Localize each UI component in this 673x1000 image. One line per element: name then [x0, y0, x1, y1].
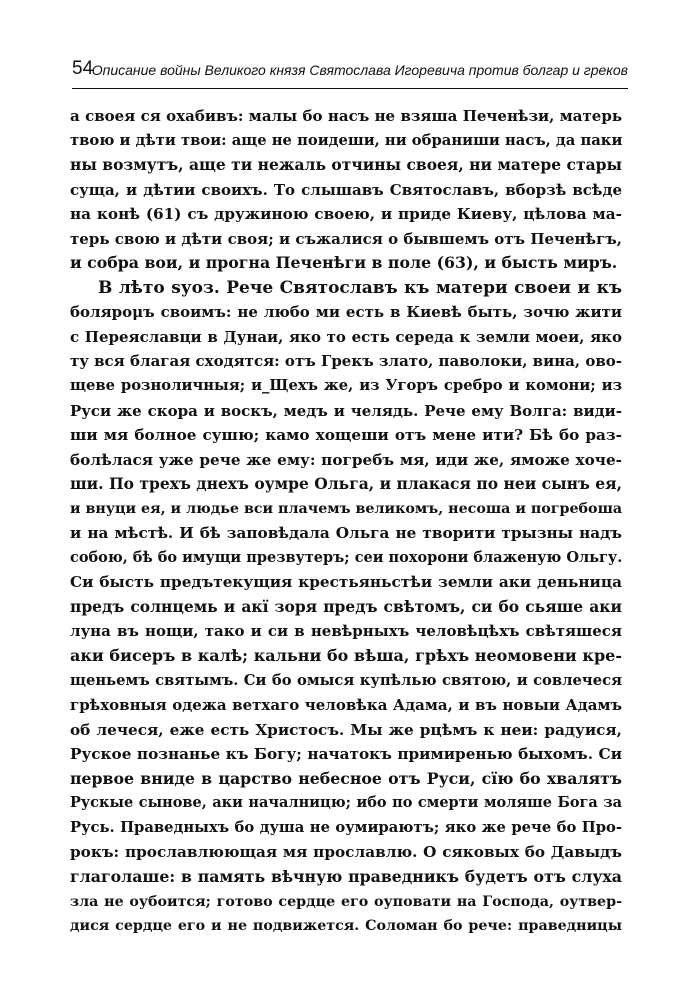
page-header	[72, 56, 628, 89]
text-line: щеньемъ святымъ. Си бо омыся купѣлью святою, и совлечеся	[70, 671, 622, 689]
text-line: Руское познанье къ Богу; начатокъ примиренью быхомъ. Си	[70, 745, 622, 764]
text-line: ту вся благая сходятся: отъ Грекъ злато, паволоки, вина, овo-	[70, 352, 622, 371]
text-line: на конѣ (61) съ дружиною своею, и приде Киеву, цѣлова ма-	[70, 205, 622, 224]
text-line: и собра вои, и прогна Печенѣги в поле (63), и бысть миръ.	[70, 253, 618, 273]
text-line: болярομъ своимъ: не любо ми есть в Киевѣ быть, зочю жити	[70, 303, 622, 322]
text-line: первое вниде в царство небесное отъ Руси, сїю бо хвалятъ	[70, 768, 622, 788]
text-line: грѣховныя одежа ветхаго человѣка Адама, и въ новыи Адамъ	[70, 696, 622, 715]
text-line: аки бисеръ в калѣ; кальни бо вѣша, грѣхъ неомовени кре-	[70, 646, 622, 666]
text-line: а своея ся охабивъ: малы бо насъ не взяша Печенѣзи, матерь	[70, 107, 622, 125]
text-line: ши. По трехъ днехъ оумре Ольга, и плакася по неи сынъ ея,	[70, 474, 622, 494]
text-line: ны возмутъ, аще ти нежаль отчины своея, ни матере стары	[70, 155, 622, 175]
body-text	[70, 104, 622, 939]
text-line: с Переяславци в Дунаи, яко то есть середа к земли моеи, яко	[70, 327, 622, 346]
page-number: 54	[72, 58, 94, 79]
text-line: терь свою и дѣти своя; и съжалися о бывшемъ отъ Печенѣгъ,	[70, 229, 622, 248]
running-title: Описание войны Великого князя Святослава Игоревича против болгар и греков	[91, 62, 628, 78]
text-line: Рускые сынове, аки началницю; ибо по смерти моляше Бога за	[70, 794, 622, 812]
text-line: луна въ нощи, тако и си в невѣрныхъ человѣцѣхъ свѣтяшеся	[70, 622, 622, 641]
text-line: ши мя болное сушю; камо хощеши отъ мене ити? Бѣ бо раз-	[70, 426, 622, 445]
text-line: и внуци ея, и людье вси плачемъ великомъ, несоша и погребоша	[70, 500, 623, 517]
text-line: об лечеся, еже есть Христосъ. Мы же рцѣмъ к неи: радуися,	[70, 720, 622, 739]
text-line: собою, бѣ бо имущи презвутеръ; сеи похорони блаженую Ольгу.	[70, 548, 623, 566]
text-line: суща, и дѣтии своихъ. То слышавъ Святославъ, вборзѣ всѣде	[70, 180, 622, 199]
text-line: предъ солнцемь и акї зоря предъ свѣтомъ, си бо сьяше аки	[70, 596, 622, 616]
text-line: Руси же скора и воскъ, медъ и челядь. Рече ему Волга: види-	[70, 401, 622, 420]
text-line: и на мѣстѣ. И бѣ заповѣдала Ольга не творити трызны надъ	[70, 524, 622, 543]
text-line: В лѣто ѕуоз. Рече Святославъ къ матери своеи и къ	[98, 277, 622, 298]
text-line: щеве розноличныя; и_Щехъ же, из Угоръ сребро и комони; из	[70, 377, 622, 395]
text-line: рокъ: прославлюющая мя прославлю. О сяковых бо Давыдъ	[70, 843, 622, 862]
text-line: глаголаше: в память вѣчную праведникъ будетъ отъ слуха	[70, 866, 622, 886]
text-line: Си бысть предътекущия крестьяньстѣи земли аки деньница	[70, 573, 622, 592]
text-line: болѣлася ужe рече же ему: погребъ мя, иди же, яможе хоче-	[70, 450, 622, 469]
text-line: дися сердце его и не подвижется. Соломан бо рече: праведницы	[70, 918, 622, 935]
text-line: зла не оубоится; готово сердце его оуповати на Господа, оутвер-	[70, 893, 622, 910]
text-line: Русь. Праведныхъ бо душа не оумираютъ; яко же рече бо Про-	[70, 818, 622, 836]
text-line: твою и дѣти твои: аще не поидеши, ни обраниши насъ, да паки	[70, 131, 623, 149]
